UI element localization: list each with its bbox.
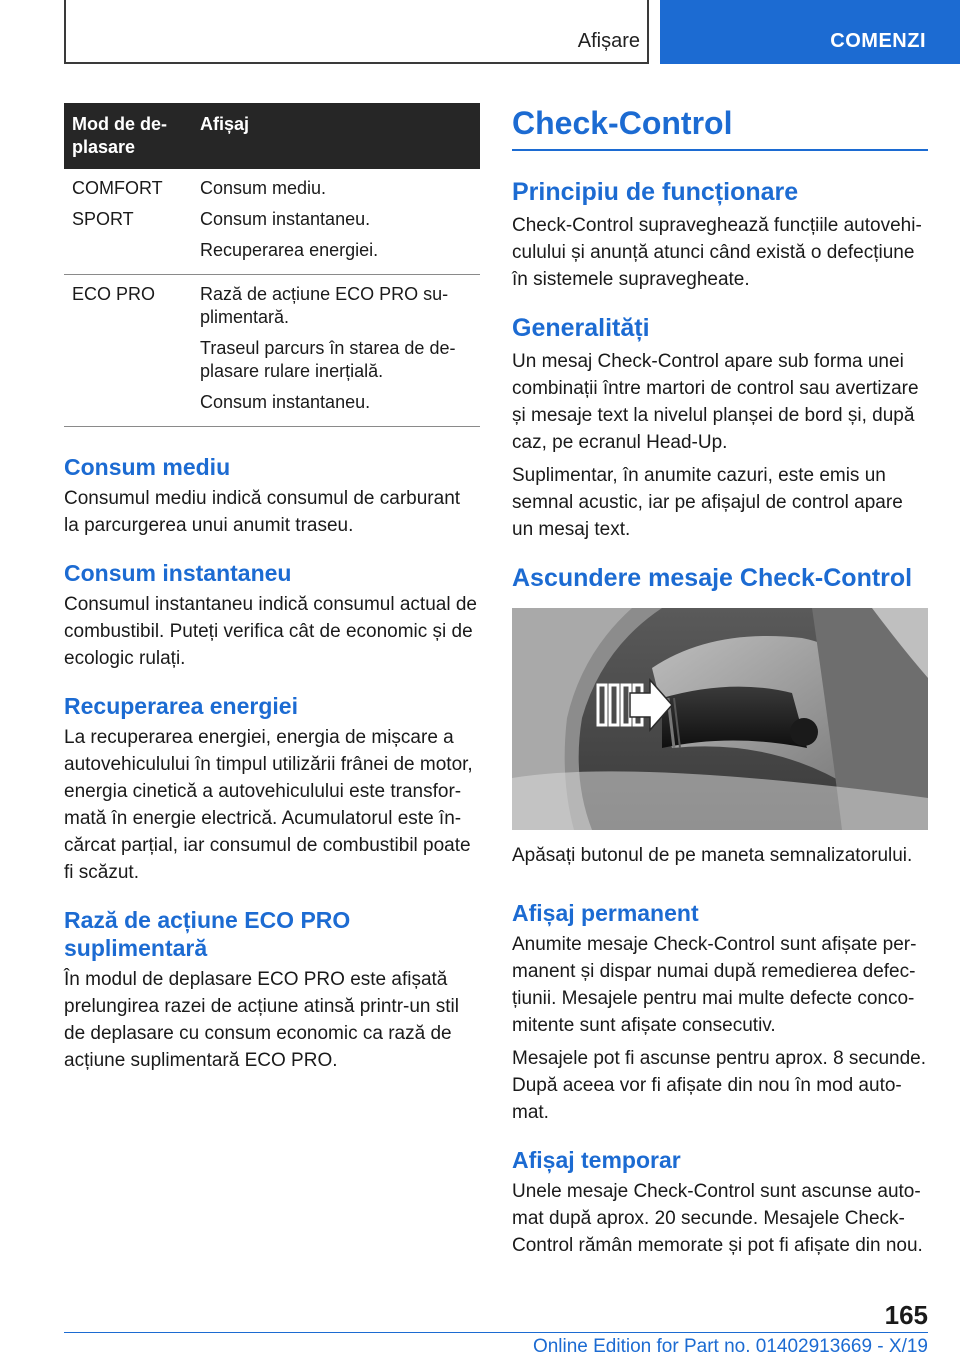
display-item: Recuperarea energiei. — [200, 240, 379, 260]
section-title-eco-pro-range: Rază de acțiune ECO PRO suplimentară — [64, 907, 351, 961]
footer-edition-text: Online Edition for Part no. 01402913669 - X/19 — [532, 1336, 928, 1357]
section-text-instant-consumption: Consumul instantaneu indică consumul actual de combustibil. Puteți verifica cât de economic și de ecologic rulați. — [64, 594, 477, 669]
page-number: 165 — [884, 1300, 928, 1330]
mode-eco-pro: ECO PRO — [72, 284, 156, 304]
table-row — [64, 275, 480, 427]
table-row — [64, 169, 480, 275]
header-chapter-tab[interactable] — [660, 0, 960, 64]
display-item: Consum instantaneu. — [200, 392, 371, 412]
right-column — [512, 103, 928, 1259]
mode-comfort: COMFORT — [72, 178, 163, 198]
display-item: Consum mediu. — [200, 178, 327, 198]
table-cell-display — [192, 169, 480, 275]
page-title: Check-Control — [512, 103, 928, 151]
table-cell-display — [192, 275, 480, 427]
turn-signal-lever-figure — [512, 608, 928, 830]
section-text-average-consumption: Consumul mediu indică consumul de carburant la parcurgerea unui anumit traseu. — [64, 488, 461, 536]
section-title-temporary-display: Afișaj temporar — [512, 1147, 681, 1173]
table-header-display: Afișaj — [192, 103, 480, 169]
section-text-permanent-1: Anumite mesaje Check-Control sunt afișate per-manent și dispar numai după remedierea defec-țiunii. Mesajele pentru mai multe defecte conco-mitente sunt afișate consecutiv. — [512, 934, 917, 1036]
table-header-mode-line2: plasare — [72, 137, 136, 157]
section-text-energy-recovery: La recuperarea energiei, energia de mișcare a autovehiculului în timpul utilizării frânei de motor, energia cinetică a autovehiculului este transfor-mată în energie electrică. Acumulatorul este în-cărcat parțial, iar consumul de combustibil poate fi scăzut. — [64, 727, 473, 883]
table-cell-mode — [64, 275, 192, 427]
table-header-mode-line1: Mod de de- — [72, 114, 167, 134]
section-text-general-2: Suplimentar, în anumite cazuri, este emis un semnal acustic, iar pe afișajul de control apare un mesaj text. — [512, 465, 903, 540]
section-title-instant-consumption: Consum instantaneu — [64, 560, 292, 586]
driving-mode-table — [64, 103, 480, 427]
section-title-permanent-display: Afișaj permanent — [512, 900, 699, 926]
header-chapter-label: COMENZI — [830, 30, 926, 52]
section-text-temporary: Unele mesaje Check-Control sunt ascunse auto-mat după aprox. 20 secunde. Mesajele Check-Control rămân memorate și pot fi afișate din nou. — [512, 1181, 923, 1256]
section-title-general: Generalități — [512, 314, 650, 342]
header-section-label[interactable]: Afișare — [577, 30, 640, 52]
section-title-principle: Principiu de funcționare — [512, 178, 799, 206]
section-text-eco-pro-range: În modul de deplasare ECO PRO este afișată prelungirea razei de acțiune atinsă printr-un stil de deplasare cu consum economic ca rază de acțiune suplimentară ECO PRO. — [64, 969, 459, 1071]
section-text-principle: Check-Control supraveghează funcțiile autovehi-culului și anunță atunci când există o defecțiune în sistemele supravegheate. — [512, 215, 922, 290]
section-title-average-consumption: Consum mediu — [64, 454, 231, 480]
lever-illustration — [512, 608, 928, 830]
footer-divider — [64, 1332, 928, 1333]
section-title-hide-messages: Ascundere mesaje Check-Control — [512, 564, 913, 592]
section-text-general-1: Un mesaj Check-Control apare sub forma unei combinații între martori de control sau avertizare și mesaje text la nivelul planșei de bord și, după caz, pe ecranul Head-Up. — [512, 351, 919, 453]
table-header-mode — [64, 103, 192, 169]
display-item: Traseul parcurs în starea de de-plasare rulare inerțială. — [200, 338, 456, 381]
table-cell-mode — [64, 169, 192, 275]
figure-caption: Apăsați butonul de pe maneta semnalizatorului. — [512, 845, 913, 866]
mode-sport: SPORT — [72, 209, 134, 229]
section-text-permanent-2: Mesajele pot fi ascunse pentru aprox. 8 secunde. După aceea vor fi afișate din nou în mod auto-mat. — [512, 1048, 927, 1123]
display-item: Consum instantaneu. — [200, 209, 371, 229]
section-title-energy-recovery: Recuperarea energiei — [64, 693, 298, 719]
left-column — [64, 103, 480, 1074]
display-item: Rază de acțiune ECO PRO su-plimentară. — [200, 284, 449, 327]
